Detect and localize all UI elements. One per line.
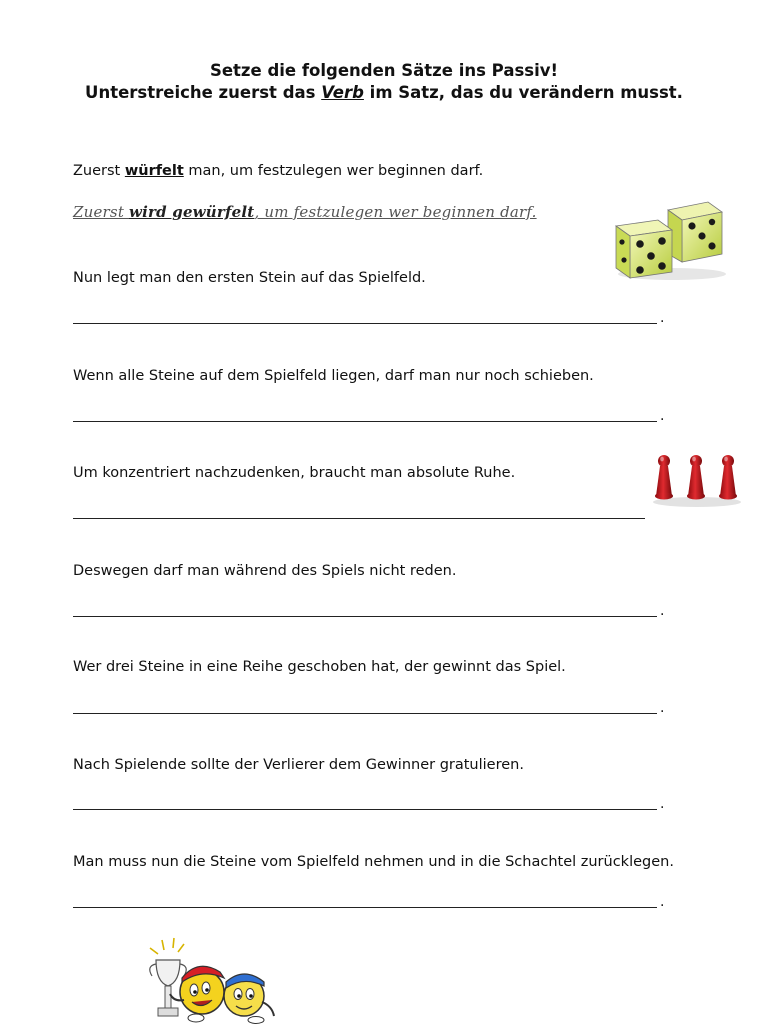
answer-line-1-period: . [660,310,665,326]
example-answer-before: Zuerst [73,203,130,221]
example-answer-after: , um festzulegen wer beginnen darf. [254,203,537,221]
example-sentence-after: man, um festzulegen wer beginnen darf. [183,163,484,179]
exercise-sentence-5: Wer drei Steine in eine Reihe geschoben hat, der gewinnt das Spiel. [73,659,566,675]
example-sentence-verb: würfelt [124,163,184,179]
answer-line-2-period: . [660,408,665,424]
exercise-sentence-1: Nun legt man den ersten Stein auf das Spielfeld. [73,270,426,286]
answer-line-3[interactable] [73,518,645,519]
answer-line-5[interactable] [73,713,657,714]
exercise-sentence-3: Um konzentriert nachzudenken, braucht man absolute Ruhe. [73,465,516,481]
worksheet-instruction [0,82,768,104]
dice-icon [610,198,730,282]
answer-line-7-period: . [660,894,665,910]
exercise-sentence-7: Man muss nun die Steine vom Spielfeld nehmen und in die Schachtel zurücklegen. [73,854,674,870]
cartoon-mascots-trophy-icon [140,936,290,1024]
example-answer [73,201,537,223]
worksheet-title: Setze die folgenden Sätze ins Passiv! [209,61,559,80]
answer-line-7[interactable] [73,907,657,908]
instruction-text-before: Unterstreiche zuerst das [85,83,322,102]
instruction-text-after: im Satz, das du verändern musst. [363,83,683,102]
answer-line-2[interactable] [73,421,657,422]
answer-line-4[interactable] [73,616,657,617]
answer-line-5-period: . [660,700,665,716]
game-pawns-icon [650,452,745,508]
exercise-sentence-4: Deswegen darf man während des Spiels nicht reden. [73,563,457,579]
answer-line-6[interactable] [73,809,657,810]
answer-line-6-period: . [660,796,665,812]
answer-line-1[interactable] [73,323,657,324]
example-answer-verb: wird gewürfelt [129,203,255,221]
exercise-sentence-2: Wenn alle Steine auf dem Spielfeld liegen, darf man nur noch schieben. [73,368,594,384]
example-sentence [73,161,483,181]
instruction-verb: Verb [321,83,364,102]
exercise-sentence-6: Nach Spielende sollte der Verlierer dem Gewinner gratulieren. [73,757,524,773]
answer-line-4-period: . [660,603,665,619]
example-sentence-before: Zuerst [73,163,125,179]
